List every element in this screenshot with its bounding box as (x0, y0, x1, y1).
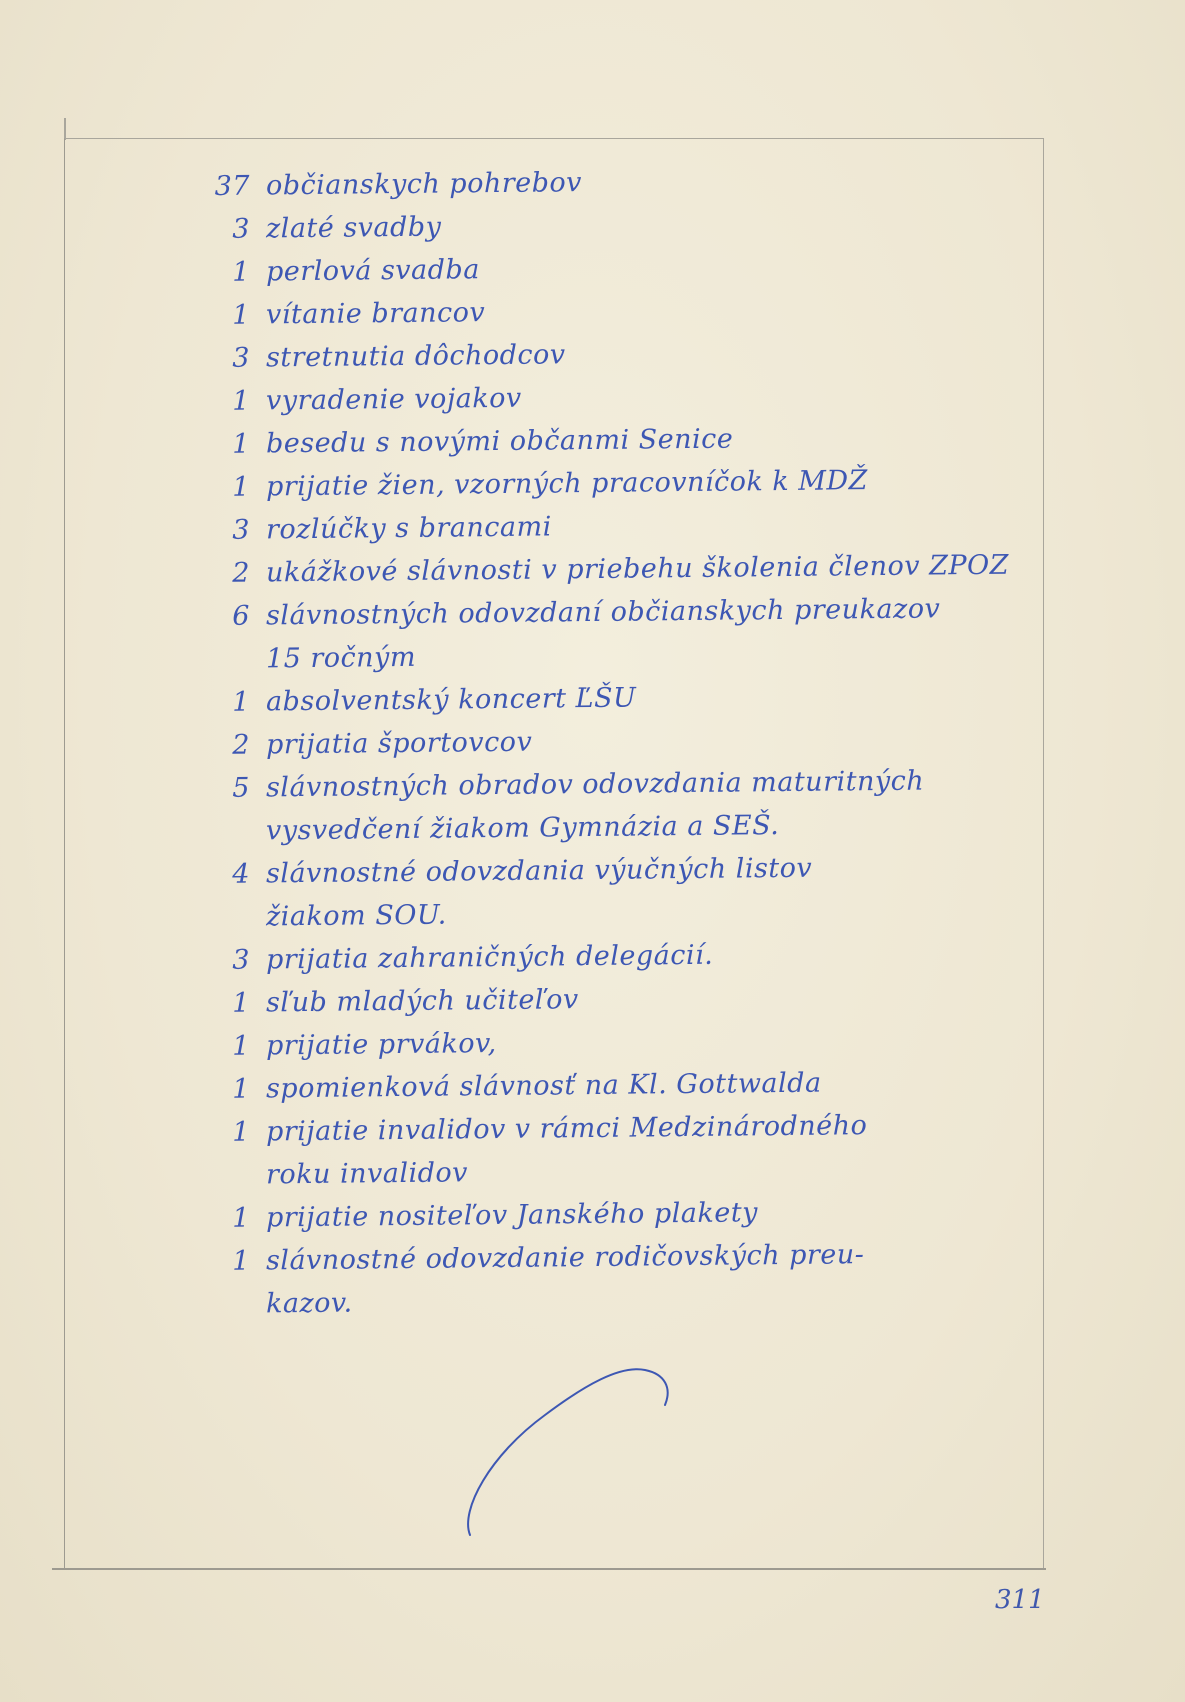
entry-text: prijatia zahraničných delegácií. (265, 939, 714, 976)
entry-count: 1 (232, 1202, 251, 1234)
entry-line (210, 545, 1009, 595)
entry-line (210, 207, 442, 251)
entry-count: 3 (232, 213, 251, 245)
entry-text: spomienková slávnosť na Kl. Gottwalda (265, 1067, 822, 1105)
entry-text: prijatia športovcov (265, 726, 533, 761)
pen-flourish-mark (460, 1360, 690, 1540)
entry-text: vítanie brancov (265, 297, 486, 331)
entry-line (210, 979, 579, 1025)
entry-text: slávnostné odovzdanie rodičovských preu- (265, 1239, 865, 1277)
entry-count: 2 (232, 557, 251, 589)
entry-text: absolventský koncert ĽŠU (265, 682, 637, 718)
entry-count: 4 (232, 858, 251, 890)
entry-count: 1 (232, 1116, 251, 1148)
entry-line (210, 1023, 497, 1068)
entry-text: prijatie prvákov, (265, 1027, 497, 1062)
entry-line (210, 1234, 865, 1283)
entry-text: roku invalidov (265, 1157, 469, 1191)
entry-line (210, 334, 566, 380)
entry-text: prijatie nositeľov Janského plakety (265, 1197, 759, 1234)
entry-line (210, 935, 714, 982)
entry-line (210, 378, 522, 423)
entry-count: 3 (232, 342, 251, 374)
entry-count: 5 (232, 772, 251, 804)
entry-count: 1 (232, 471, 251, 503)
entry-text: zlaté svadby (265, 211, 442, 245)
entry-text: slávnostných odovzdaní občianskych preukazov (265, 593, 941, 632)
entry-count: 1 (232, 1030, 251, 1062)
entry-text: občianskych pohrebov (265, 167, 583, 202)
entry-count: 1 (232, 686, 251, 718)
entry-line-continuation (210, 1152, 468, 1197)
entry-count: 3 (232, 944, 251, 976)
entry-line-continuation (210, 895, 447, 939)
entry-count: 6 (232, 600, 251, 632)
entry-text: vyradenie vojakov (265, 382, 522, 417)
entry-count: 1 (232, 987, 251, 1019)
entry-count: 2 (232, 729, 251, 761)
entry-line (210, 588, 941, 638)
entry-text: rozlúčky s brancami (265, 511, 552, 546)
entry-count: 37 (214, 170, 251, 202)
entry-line (210, 761, 925, 810)
entry-line (210, 1105, 868, 1154)
entry-text: ukážkové slávnosti v priebehu školenia členov ZPOZ (265, 549, 1010, 589)
entry-line (210, 848, 813, 896)
entry-line (210, 162, 582, 208)
entry-line (210, 1192, 758, 1240)
entry-text: prijatie invalidov v rámci Medzinárodného (265, 1110, 868, 1148)
entry-line (210, 419, 734, 466)
entry-count: 3 (232, 514, 251, 546)
entry-text: prijatie žien, vzorných pracovníčok k MDŽ (265, 465, 868, 503)
entry-line-continuation (210, 1283, 353, 1326)
entry-text: perlová svadba (265, 254, 481, 288)
entry-count: 1 (232, 428, 251, 460)
entry-line (210, 1063, 822, 1111)
entry-text: besedu s novými občanmi Senice (265, 423, 734, 460)
entry-count: 1 (232, 1073, 251, 1105)
page-number: 311 (995, 1585, 1045, 1615)
entry-line (210, 678, 637, 724)
entry-count: 1 (232, 256, 251, 288)
entry-line-continuation (210, 637, 416, 681)
entry-text: kazov. (265, 1287, 353, 1320)
entry-text: žiakom SOU. (265, 899, 447, 933)
entry-text: sľub mladých učiteľov (265, 984, 579, 1019)
entry-line (210, 292, 486, 337)
entry-line (210, 249, 480, 294)
entry-text: 15 ročným (265, 641, 417, 675)
entry-line-continuation (210, 805, 780, 853)
entry-text: vysvedčení žiakom Gymnázia a SEŠ. (265, 810, 780, 847)
entry-count: 1 (232, 299, 251, 331)
entry-count: 1 (232, 1245, 251, 1277)
entry-line (210, 460, 868, 509)
entry-line (210, 722, 533, 767)
entry-line (210, 506, 552, 552)
entry-text: slávnostných obradov odovzdania maturitných (265, 765, 925, 804)
entry-text: stretnutia dôchodcov (265, 339, 566, 374)
entry-count: 1 (232, 385, 251, 417)
entry-text: slávnostné odovzdania výučných listov (265, 852, 813, 890)
